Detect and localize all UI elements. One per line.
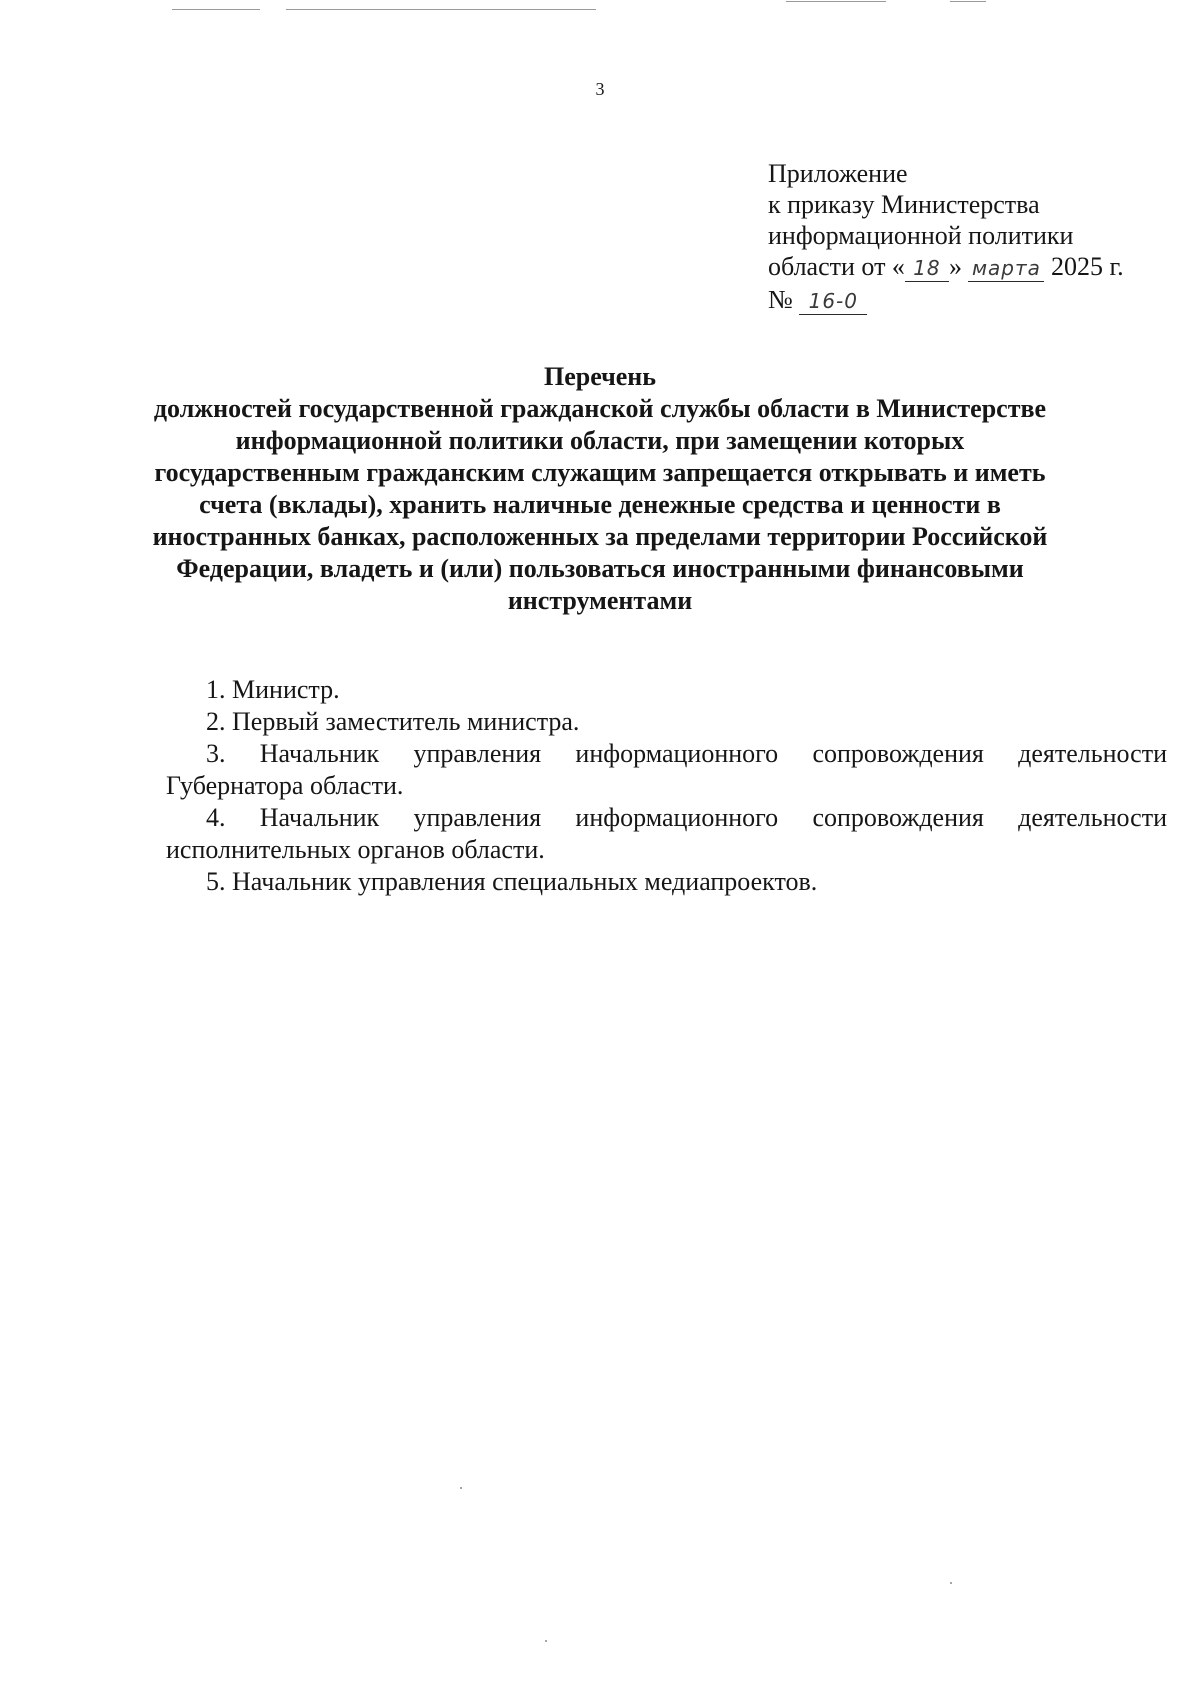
scan-artifact-line xyxy=(950,1,986,2)
number-sign: № xyxy=(768,285,793,314)
list-item: 2. Первый заместитель министра. xyxy=(206,707,580,736)
document-title xyxy=(150,361,1050,617)
title-line: информационной политики области, при замещении которых xyxy=(235,426,965,455)
title-line: должностей государственной гражданской службы области в Министерстве xyxy=(153,394,1047,423)
scan-artifact-line xyxy=(786,1,886,2)
date-month-handwritten: марта xyxy=(971,256,1041,280)
appendix-order-line: к приказу Министерства xyxy=(768,190,1040,219)
date-prefix: области от « xyxy=(768,252,905,281)
scan-speck xyxy=(460,1487,462,1489)
order-number-field xyxy=(799,284,867,317)
scan-speck xyxy=(545,1640,547,1642)
date-year: 2025 г. xyxy=(1050,252,1124,281)
date-day-field xyxy=(905,251,949,284)
title-line: иностранных банках, расположенных за пределами территории Российской xyxy=(152,522,1048,551)
list-item: 1. Министр. xyxy=(206,675,340,704)
appendix-header xyxy=(768,158,1188,317)
title-line: инструментами xyxy=(507,586,693,615)
date-day-handwritten: 18 xyxy=(913,256,941,280)
list-item: 4. Начальник управления информационного сопровождения деятельности исполнительных органов области. xyxy=(166,803,1167,864)
title-line: государственным гражданским служащим запрещается открывать и иметь xyxy=(154,458,1046,487)
order-number-handwritten: 16-0 xyxy=(808,289,858,313)
date-mid: » xyxy=(948,252,962,281)
appendix-title: Приложение xyxy=(768,159,908,188)
list-item: 5. Начальник управления специальных медиапроектов. xyxy=(206,867,818,896)
positions-list xyxy=(166,674,1167,898)
scan-artifact-line xyxy=(286,9,596,10)
page-number: 3 xyxy=(595,79,605,99)
title-line: счета (вклады), хранить наличные денежные средства и ценности в xyxy=(199,490,1001,519)
appendix-ministry-line: информационной политики xyxy=(768,221,1074,250)
list-item: 3. Начальник управления информационного сопровождения деятельности Губернатора области. xyxy=(166,739,1167,800)
scan-artifact-line xyxy=(172,9,260,10)
scan-speck xyxy=(950,1582,952,1584)
title-heading: Перечень xyxy=(543,362,657,391)
date-month-field xyxy=(968,251,1044,284)
title-line: Федерации, владеть и (или) пользоваться иностранными финансовыми xyxy=(176,554,1024,583)
appendix-date-line xyxy=(768,251,1188,284)
appendix-number-line xyxy=(768,284,1188,317)
